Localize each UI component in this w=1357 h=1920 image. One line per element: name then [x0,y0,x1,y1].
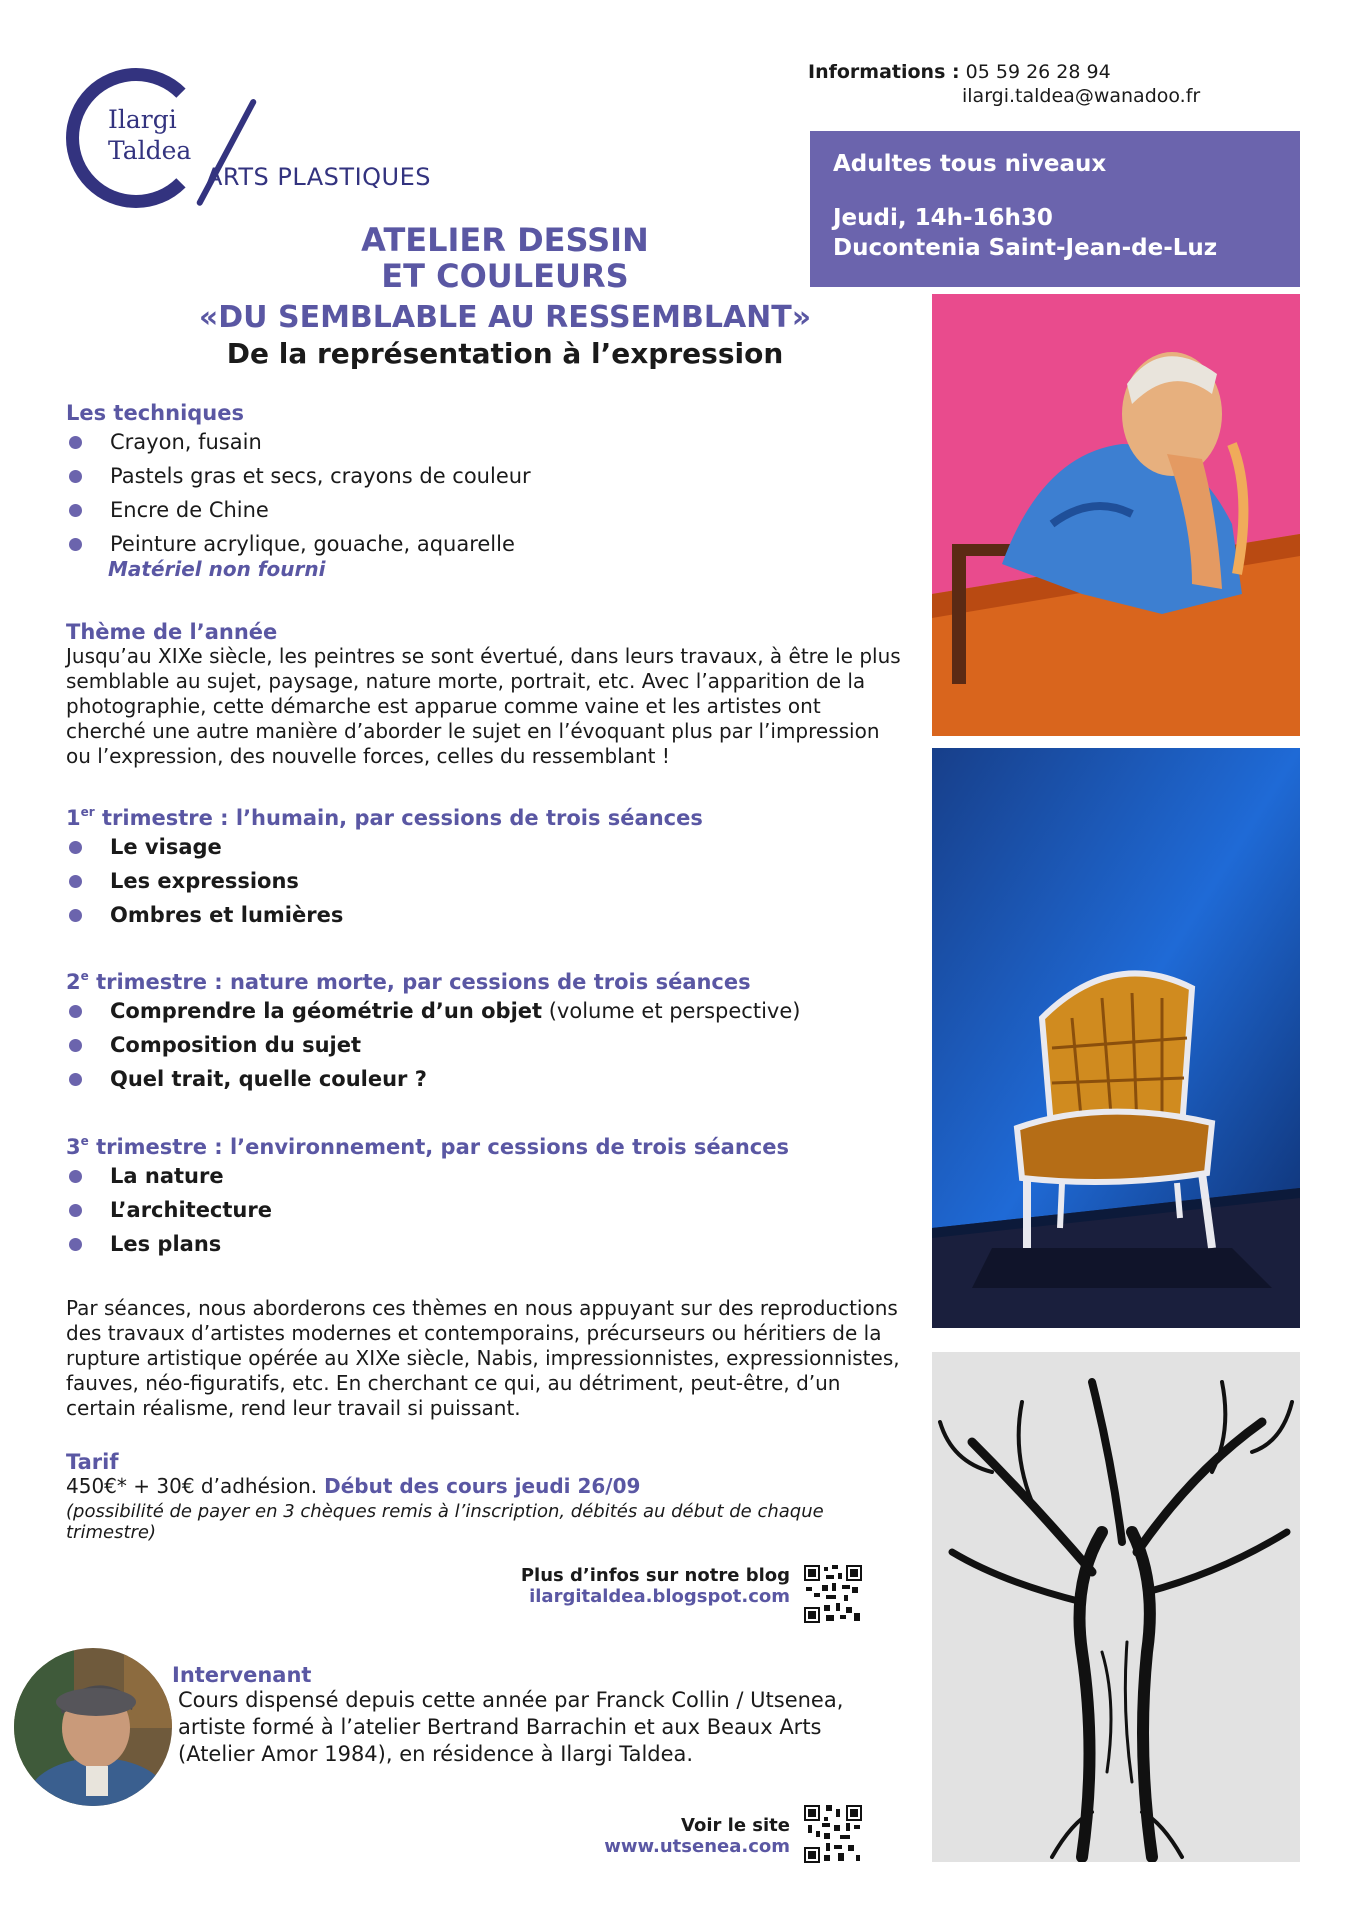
techniques-list [66,425,896,561]
trimestre-3-heading [66,1135,906,1159]
list-item-text: Crayon, fusain [110,430,262,454]
list-item-text: Pastels gras et secs, crayons de couleur [110,464,531,488]
trimestre-number: 2 [66,970,81,994]
list-item [66,830,906,864]
bullet-icon [69,1204,82,1217]
course-start: Début des cours jeudi 26/09 [317,1474,641,1498]
bullet-icon [69,841,82,854]
schedule-place: Ducontenia Saint-Jean-de-Luz [833,235,1218,261]
trimestre-number: 1 [66,806,81,830]
list-item [66,898,906,932]
site-info [560,1815,790,1857]
list-item [66,1028,906,1062]
tarif-heading: Tarif [66,1450,119,1474]
contact-email[interactable]: ilargi.taldea@wanadoo.fr [962,85,1201,107]
site-label: Voir le site [681,1815,790,1836]
intervenant-section [172,1663,872,1768]
techniques-heading: Les techniques [66,401,244,425]
trimestre-1-section [66,806,906,932]
bullet-icon [69,1005,82,1018]
bullet-icon [69,470,82,483]
title-line3: «DU SEMBLABLE AU RESSEMBLANT» [198,300,812,335]
schedule-time: Jeudi, 14h-16h30 [833,205,1053,231]
logo-name [108,104,191,166]
list-item [66,1193,906,1227]
logo [66,68,446,218]
contact-label: Informations : [808,61,960,83]
bullet-icon [69,538,82,551]
trimestre-2-section [66,970,906,1096]
logo-tagline: ARTS PLASTIQUES [206,163,432,191]
tree-drawing [932,1352,1300,1862]
tarif-section [66,1450,906,1543]
theme-text: Jusqu’au XIXe siècle, les peintres se sont évertué, dans leurs travaux, à être le plus semblable au sujet, paysage, nature morte, portrait, etc. Avec l’apparition de la photographie, cette démarche est apparue comme vaine et les artistes ont cherché une autre manière d’aborder le sujet en l’évoquant plus par l’impression ou l’expression, des nouvelle forces, celles du ressemblant ! [66,644,901,768]
trimestre-1-list [66,830,906,932]
trimestre-2-list [66,994,906,1096]
subtitle: De la représentation à l’expression [226,337,784,370]
blog-label: Plus d’infos sur notre blog [520,1565,790,1586]
trimestre-ordinal: e [80,969,89,983]
list-item-text: Encre de Chine [110,498,269,522]
tarif-line [66,1474,906,1499]
title-line1: ATELIER DESSIN [361,221,649,259]
trimestre-3-list [66,1159,906,1261]
logo-line1: Ilargi [108,105,177,134]
trimestre-1-heading [66,806,906,830]
bullet-icon [69,1170,82,1183]
list-item-text: Les expressions [110,869,299,893]
list-item-text: Ombres et lumières [110,903,344,927]
list-item-text: Peinture acrylique, gouache, aquarelle [110,532,515,556]
trimestre-title: trimestre : l’environnement, par cessions de trois séances [88,1135,789,1159]
armchair-painting [932,748,1300,1328]
bullet-icon [69,1039,82,1052]
trimestre-ordinal: er [80,805,95,819]
blog-info [520,1565,790,1607]
trimestre-ordinal: e [80,1134,89,1148]
title-line2: ET COULEURS [381,257,629,295]
site-link[interactable]: www.utsenea.com [604,1836,790,1857]
list-item-text: La nature [110,1164,224,1188]
list-item-text: L’architecture [110,1198,272,1222]
blog-qr-code-icon[interactable] [804,1565,862,1623]
list-item [66,1159,906,1193]
list-item [66,459,896,493]
logo-line2: Taldea [108,136,192,165]
theme-section [66,620,906,769]
intervenant-text: Cours dispensé depuis cette année par Franck Collin / Utsenea, artiste formé à l’atelier Bertrand Barrachin et aux Beaux Arts (Atelier Amor 1984), en résidence à Ilargi Taldea. [178,1688,844,1766]
contact-info [808,60,1248,108]
techniques-section [66,401,896,581]
trimestre-title: trimestre : nature morte, par cessions de trois séances [88,970,751,994]
list-item [66,493,896,527]
bullet-icon [69,504,82,517]
list-item [66,527,896,561]
theme-heading: Thème de l’année [66,620,278,644]
list-item [66,864,906,898]
materials-note: Matériel non fourni [108,557,326,581]
list-item [66,1062,906,1096]
bullet-icon [69,1238,82,1251]
bullet-icon [69,436,82,449]
schedule-box [810,131,1300,287]
site-qr-code-icon[interactable] [804,1805,862,1863]
trimestre-2-heading [66,970,906,994]
page-title [130,222,880,372]
list-item-text: Composition du sujet [110,1033,362,1057]
list-item-text: Quel trait, quelle couleur ? [110,1067,427,1091]
closing-paragraph: Par séances, nous aborderons ces thèmes en nous appuyant sur des reproductions des travaux d’artistes modernes et contemporains, précurseurs ou héritiers de la rupture artistique opérée au XIXe siècle, Nabis, impressionnistes, expressionnistes, fauves, néo-figuratifs, etc. En cherchant ce qui, au détriment, peut-être, d’un certain réalisme, rend leur travail si puissant. [66,1296,900,1420]
tarif-price: 450€* + 30€ d’adhésion. [66,1474,318,1498]
list-item-extra: (volume et perspective) [542,999,801,1023]
list-item-text: Le visage [110,835,222,859]
audience-level: Adultes tous niveaux [833,151,1107,177]
list-item [66,425,896,459]
trimestre-number: 3 [66,1135,81,1159]
contact-phone: 05 59 26 28 94 [965,61,1111,83]
bullet-icon [69,875,82,888]
list-item [66,994,906,1028]
list-item [66,1227,906,1261]
trimestre-3-section [66,1135,906,1261]
intervenant-heading: Intervenant [172,1663,312,1687]
blog-link[interactable]: ilargitaldea.blogspot.com [529,1586,790,1607]
list-item-text: Comprendre la géométrie d’un objet [110,999,543,1023]
payment-note: (possibilité de payer en 3 chèques remis à l’inscription, débités au début de chaque trimestre) [66,1501,824,1543]
list-item-text: Les plans [110,1232,222,1256]
bullet-icon [69,1073,82,1086]
portrait-painting [932,294,1300,736]
trimestre-title: trimestre : l’humain, par cessions de trois séances [94,806,703,830]
avatar [14,1648,172,1806]
bullet-icon [69,909,82,922]
